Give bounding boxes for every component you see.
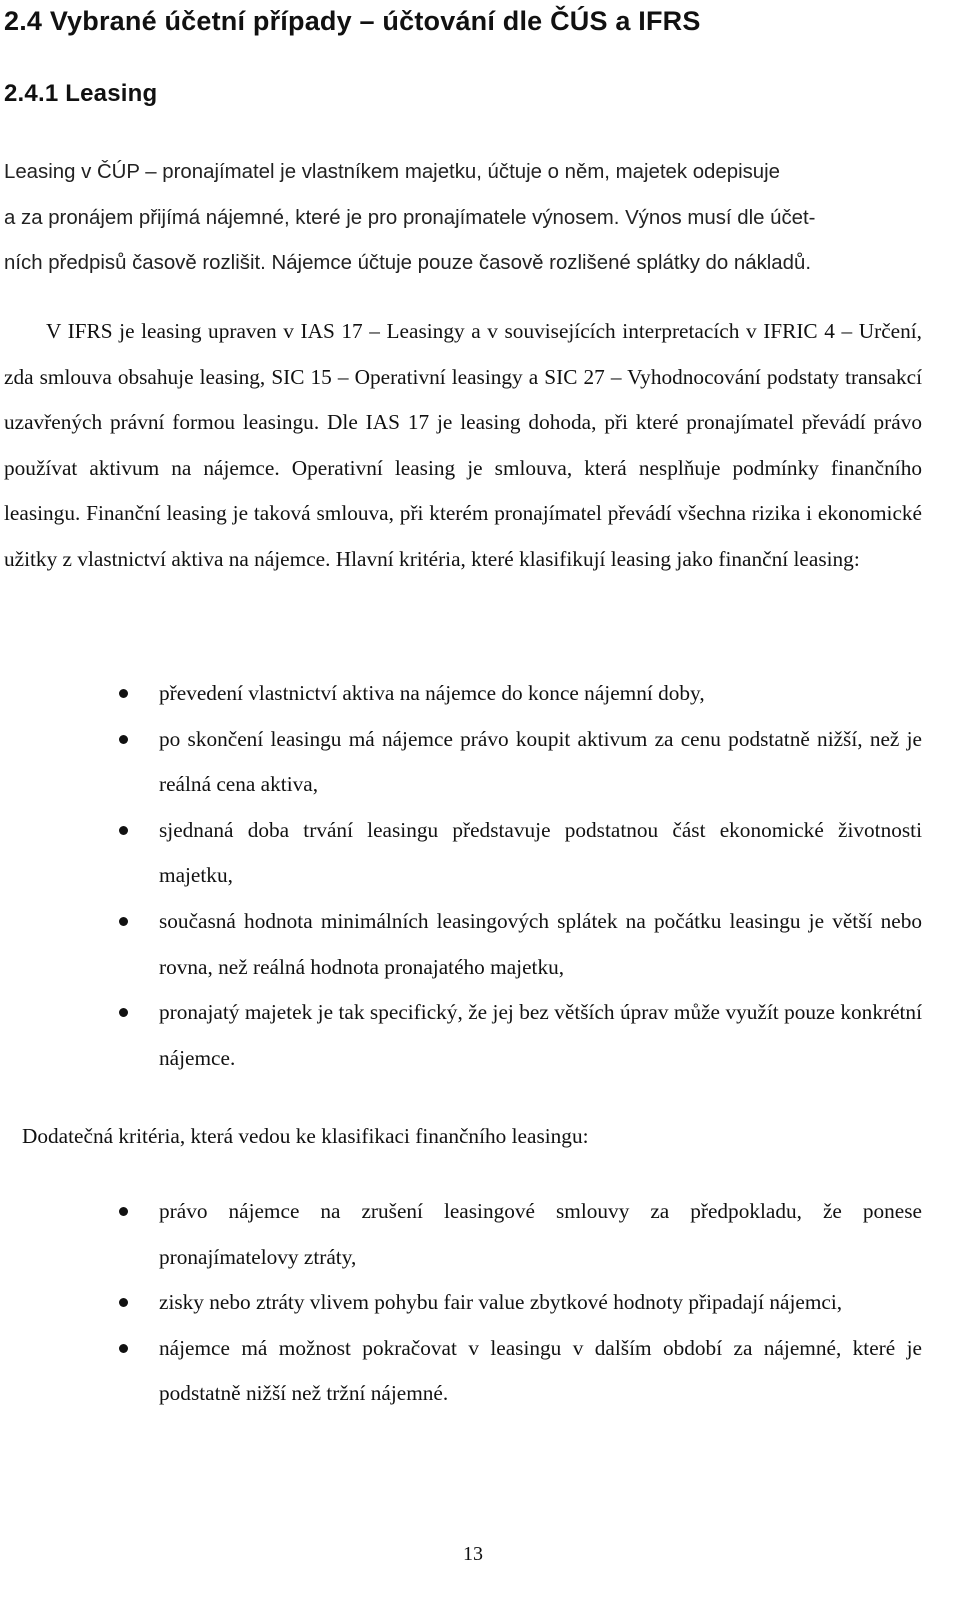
list-item-text: po skončení leasingu má nájemce právo koupit aktivum za cenu podstatně nižší, než je reálná cena aktiva, [159, 726, 922, 797]
list-item-text: pronajatý majetek je tak specifický, že jej bez větších úprav může využít pouze konkrétní nájemce. [159, 1000, 922, 1070]
section-heading: 2.4 Vybrané účetní případy – účtování dle ČÚS a IFRS [4, 6, 701, 36]
list-item-text: zisky nebo ztráty vlivem pohybu fair value zbytkové hodnoty připadají nájemci, [159, 1290, 843, 1315]
paragraph-line: Leasing v ČÚP – pronajímatel je vlastníkem majetku, účtuje o něm, majetek odepisuje [4, 161, 780, 183]
paragraph-line: a za pronájem přijímá nájemné, které je pro pronajímatele výnosem. Výnos musí dle účet- [4, 206, 816, 229]
paragraph-additional-criteria: Dodatečná kritéria, která vedou ke klasifikaci finančního leasingu: [22, 1124, 589, 1148]
subsection-heading: 2.4.1 Leasing [4, 80, 158, 107]
paragraph-cup-leasing [4, 150, 920, 287]
list-item-text: převedení vlastnictví aktiva na nájemce do konce nájemní doby, [159, 681, 705, 705]
bullet-icon [119, 917, 128, 926]
bullet-icon [119, 1298, 128, 1307]
list-item [0, 1326, 922, 1417]
list-item [0, 990, 922, 1081]
list-item [0, 899, 922, 990]
list-item-text: sjednaná doba trvání leasingu představuje podstatnou část ekonomické životnosti majetku, [159, 817, 922, 888]
list-item [0, 717, 922, 808]
bullet-icon [119, 826, 128, 835]
bullet-icon [119, 735, 128, 744]
list-item [0, 1189, 922, 1280]
paragraph-ifrs-leasing: V IFRS je leasing upraven v IAS 17 – Leasingy a v souvisejících interpretacích v IFRIC 4 – Určení, zda smlouva obsahuje leasing, SIC 15 – Operativní leasingy a SIC 27 – Vyhodnocování podstaty transakcí uzavřených právní formou leasingu. Dle IAS 17 je leasing dohoda, při které pronajímatel převádí právo používat aktivum na nájemce. Operativní leasing je smlouva, která nesplňuje podmínky finančního leasingu. Finanční leasing je taková smlouva, při kterém pronajímatel převádí všechna rizika i ekonomické užitky z vlastnictví aktiva na nájemce. Hlavní kritéria, které klasifikují leasing jako finanční leasing: [4, 319, 922, 571]
list-item [0, 1280, 922, 1326]
additional-criteria-list [0, 1189, 922, 1417]
paragraph-line: ních předpisů časově rozlišit. Nájemce účtuje pouze časově rozlišené splátky do nákladů. [4, 252, 811, 275]
list-item-text: nájemce má možnost pokračovat v leasingu v dalším období za nájemné, které je podstatně nižší než tržní nájemné. [159, 1335, 922, 1406]
bullet-icon [119, 689, 128, 698]
main-criteria-list [0, 671, 922, 1081]
list-item-text: současná hodnota minimálních leasingových splátek na počátku leasingu je větší nebo rovna, než reálná hodnota pronajatého majetku, [159, 908, 922, 979]
bullet-icon [119, 1207, 128, 1216]
bullet-icon [119, 1344, 128, 1353]
list-item [0, 808, 922, 899]
list-item [0, 671, 922, 717]
page-number: 13 [463, 1543, 483, 1565]
list-item-text: právo nájemce na zrušení leasingové smlouvy za předpokladu, že ponese pronajímatelovy ztráty, [159, 1199, 922, 1269]
bullet-icon [119, 1008, 128, 1017]
